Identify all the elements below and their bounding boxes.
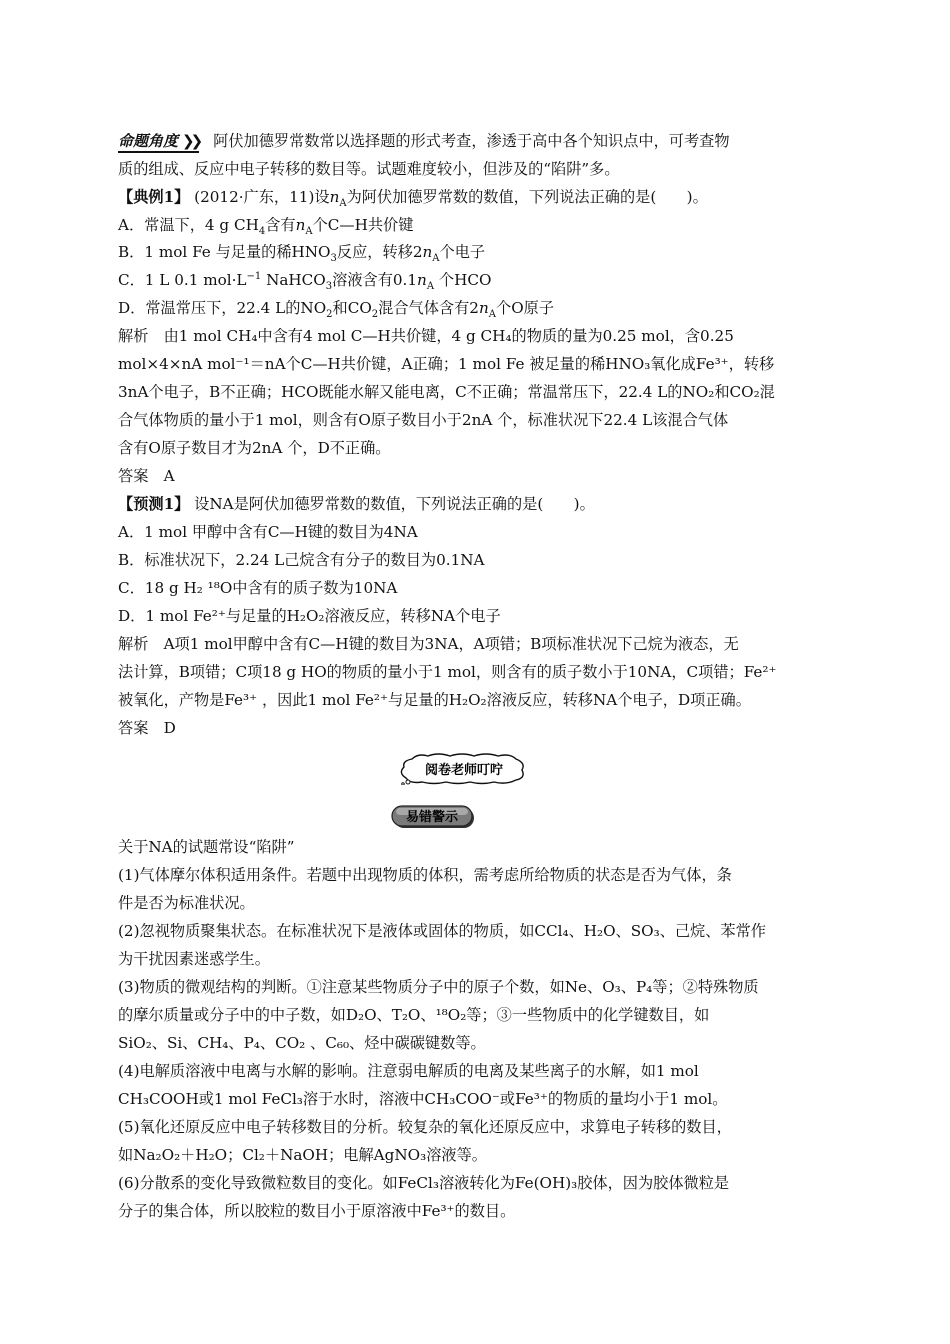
predict-1-answer: 答案 D xyxy=(118,719,176,737)
predict-1-analysis-line: 被氧化，产物是Fe³⁺ ，因此1 mol Fe²⁺与足量的H₂O₂溶液反应，转移NA个电子，D项正确。 xyxy=(118,691,751,709)
predict-1-option-b: B．标准状况下，2.24 L己烷含有分子的数目为0.1NA xyxy=(118,551,485,569)
warning-badge xyxy=(391,805,475,829)
predict-1-option-c: C．18 g H₂ ¹⁸O中含有的质子数为10NA xyxy=(118,579,398,597)
badge-label: 易错警示 xyxy=(405,810,459,825)
section-tag: 命题角度 ❯❯ xyxy=(118,132,199,153)
predict-1-analysis-line: 解析 A项1 mol甲醇中含有C—H键的数目为3NA，A项错；B项标准状况下己烷为液态，无 xyxy=(118,635,739,653)
trap-line: (2)忽视物质聚集状态。在标准状况下是液体或固体的物质，如CCl₄、H₂O、SO₃、己烷、苯常作 xyxy=(118,922,766,940)
trap-line: 如Na₂O₂＋H₂O；Cl₂＋NaOH；电解AgNO₃溶液等。 xyxy=(118,1146,487,1164)
example-1-analysis-line: 含有O原子数目才为2nA 个，D不正确。 xyxy=(118,439,391,457)
intro-line-1: 命题角度 ❯❯ 阿伏加德罗常数常以选择题的形式考查，渗透于高中各个知识点中，可考查物 xyxy=(118,130,730,152)
predict-1-option-a: A．1 mol 甲醇中含有C—H键的数目为4NA xyxy=(118,523,418,541)
trap-line: (5)氧化还原反应中电子转移数目的分析。较复杂的氧化还原反应中，求算电子转移的数目， xyxy=(118,1118,732,1136)
bubble-label: 阅卷老师叮咛 xyxy=(424,763,504,778)
example-1-analysis-line: 解析 由1 mol CH₄中含有4 mol C—H共价键，4 g CH₄的物质的量为0.25 mol，含0.25 xyxy=(118,327,734,345)
example-1-analysis-line: mol×4×nA mol⁻¹＝nA个C—H共价键，A正确；1 mol Fe 被足量的稀HNO₃氧化成Fe³⁺，转移 xyxy=(118,355,775,373)
trap-line: (3)物质的微观结构的判断。①注意某些物质分子中的原子个数，如Ne、O₃、P₄等；②特殊物质 xyxy=(118,978,759,996)
trap-line: (6)分散系的变化导致微粒数目的变化。如FeCl₃溶液转化为Fe(OH)₃胶体，因为胶体微粒是 xyxy=(118,1174,730,1192)
trap-line: CH₃COOH或1 mol FeCl₃溶于水时，溶液中CH₃COO⁻或Fe³⁺的物质的量均小于1 mol。 xyxy=(118,1090,728,1108)
trap-line: (1)气体摩尔体积适用条件。若题中出现物质的体积，需考虑所给物质的状态是否为气体，条 xyxy=(118,866,732,884)
example-1-option-d: D．常温常压下，22.4 L的$NO_2$和$CO_2$混合气体含有$2n_A$个O原子 xyxy=(118,299,555,321)
example-1-stem: 【典例1】 (2012·广东，11)设$n_A$为阿伏加德罗常数的数值，下列说法正确的是( )。 xyxy=(118,188,708,210)
trap-line: 分子的集合体，所以胶粒的数目小于原溶液中Fe³⁺的数目。 xyxy=(118,1202,516,1220)
example-1-option-c: C．1 L 0.1 $mol\cdot L^{-1}$ NaHCO$_3$溶液含有$0.1n_A$ 个HCO xyxy=(118,270,492,293)
example-1-analysis-line: 合气体物质的量小于1 mol，则含有O原子数目小于2nA 个，标准状况下22.4 L该混合气体 xyxy=(118,411,729,429)
speech-bubble-graphic xyxy=(398,753,526,785)
traps-intro: 关于NA的试题常设“陷阱” xyxy=(118,838,295,856)
example-1-option-a: A．常温下，4 g $CH_4$含有$n_A$个C—H共价键 xyxy=(118,216,414,238)
double-chevron-icon: ❯❯ xyxy=(182,132,200,150)
trap-line: 为干扰因素迷惑学生。 xyxy=(118,950,270,968)
predict-1-analysis-line: 法计算，B项错；C项18 g HO的物质的量小于1 mol，则含有的质子数小于10NA，C项错；Fe²⁺ xyxy=(118,663,777,681)
trap-line: SiO₂、Si、CH₄、P₄、CO₂ 、C₆₀、烃中碳碳键数等。 xyxy=(118,1034,486,1052)
example-1-analysis-line: 3nA个电子，B不正确；HCO既能水解又能电离，C不正确；常温常压下，22.4 L的NO₂和CO₂混 xyxy=(118,383,775,401)
example-1-option-b: B．1 mol Fe 与足量的稀$HNO_3$反应，转移$2n_A$个电子 xyxy=(118,243,486,265)
example-1-answer: 答案 A xyxy=(118,467,175,485)
predict-1-stem: 【预测1】 设NA是阿伏加德罗常数的数值，下列说法正确的是( )。 xyxy=(118,495,595,513)
trap-line: 的摩尔质量或分子中的中子数，如D₂O、T₂O、¹⁸O₂等；③一些物质中的化学键数目，如 xyxy=(118,1006,710,1024)
intro-line-2: 质的组成、反应中电子转移的数目等。试题难度较小，但涉及的“陷阱”多。 xyxy=(118,160,620,178)
trap-line: 件是否为标准状况。 xyxy=(118,894,255,912)
predict-1-option-d: D．1 mol Fe²⁺与足量的H₂O₂溶液反应，转移NA个电子 xyxy=(118,607,501,625)
trap-line: (4)电解质溶液中电离与水解的影响。注意弱电解质的电离及某些离子的水解，如1 mol xyxy=(118,1062,699,1080)
